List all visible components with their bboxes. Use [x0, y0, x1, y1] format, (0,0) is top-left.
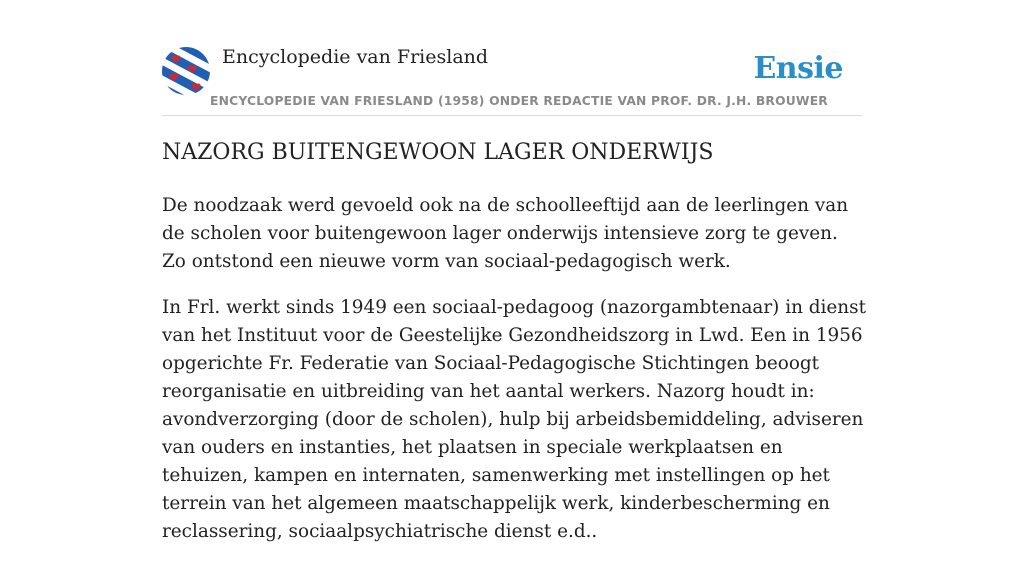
header-divider: [162, 115, 862, 116]
frisian-flag-icon[interactable]: [162, 47, 210, 95]
site-title[interactable]: Encyclopedie van Friesland: [222, 46, 489, 68]
entry-paragraph-1: De noodzaak werd gevoeld ook na de schoolleeftijd aan de leerlingen van de scholen voor buitengewoon lager onderwijs intensieve zorg te geven. Zo ontstond een nieuwe vorm van sociaal-pedagogisch werk.: [162, 195, 849, 272]
source-subtitle: ENCYCLOPEDIE VAN FRIESLAND (1958) ONDER REDACTIE VAN PROF. DR. J.H. BROUWER: [210, 94, 828, 108]
entry-body: [162, 192, 867, 564]
entry-paragraph-2: In Frl. werkt sinds 1949 een sociaal-pedagoog (nazorgambtenaar) in dienst van het Instituut voor de Geestelijke Gezondheidszorg in Lwd. Een in 1956 opgerichte Fr. Federatie van Sociaal-Pedagogische Stichtingen beoogt reorganisatie en uitbreiding van het aantal werkers. Nazorg houdt in: avondverzorging (door de scholen), hulp bij arbeidsbemiddeling, adviseren van ouders en instanties, het plaatsen in speciale werkplaatsen en tehuizen, kampen en internaten, samenwerking met instellingen op het terrein van het algemeen maatschappelijk werk, kinderbescherming en reclassering, sociaalpsychiatrische dienst e.d..: [162, 297, 866, 542]
brand-logo[interactable]: Ensie: [753, 51, 843, 86]
entry-title: NAZORG BUITENGEWOON LAGER ONDERWIJS: [162, 140, 714, 165]
